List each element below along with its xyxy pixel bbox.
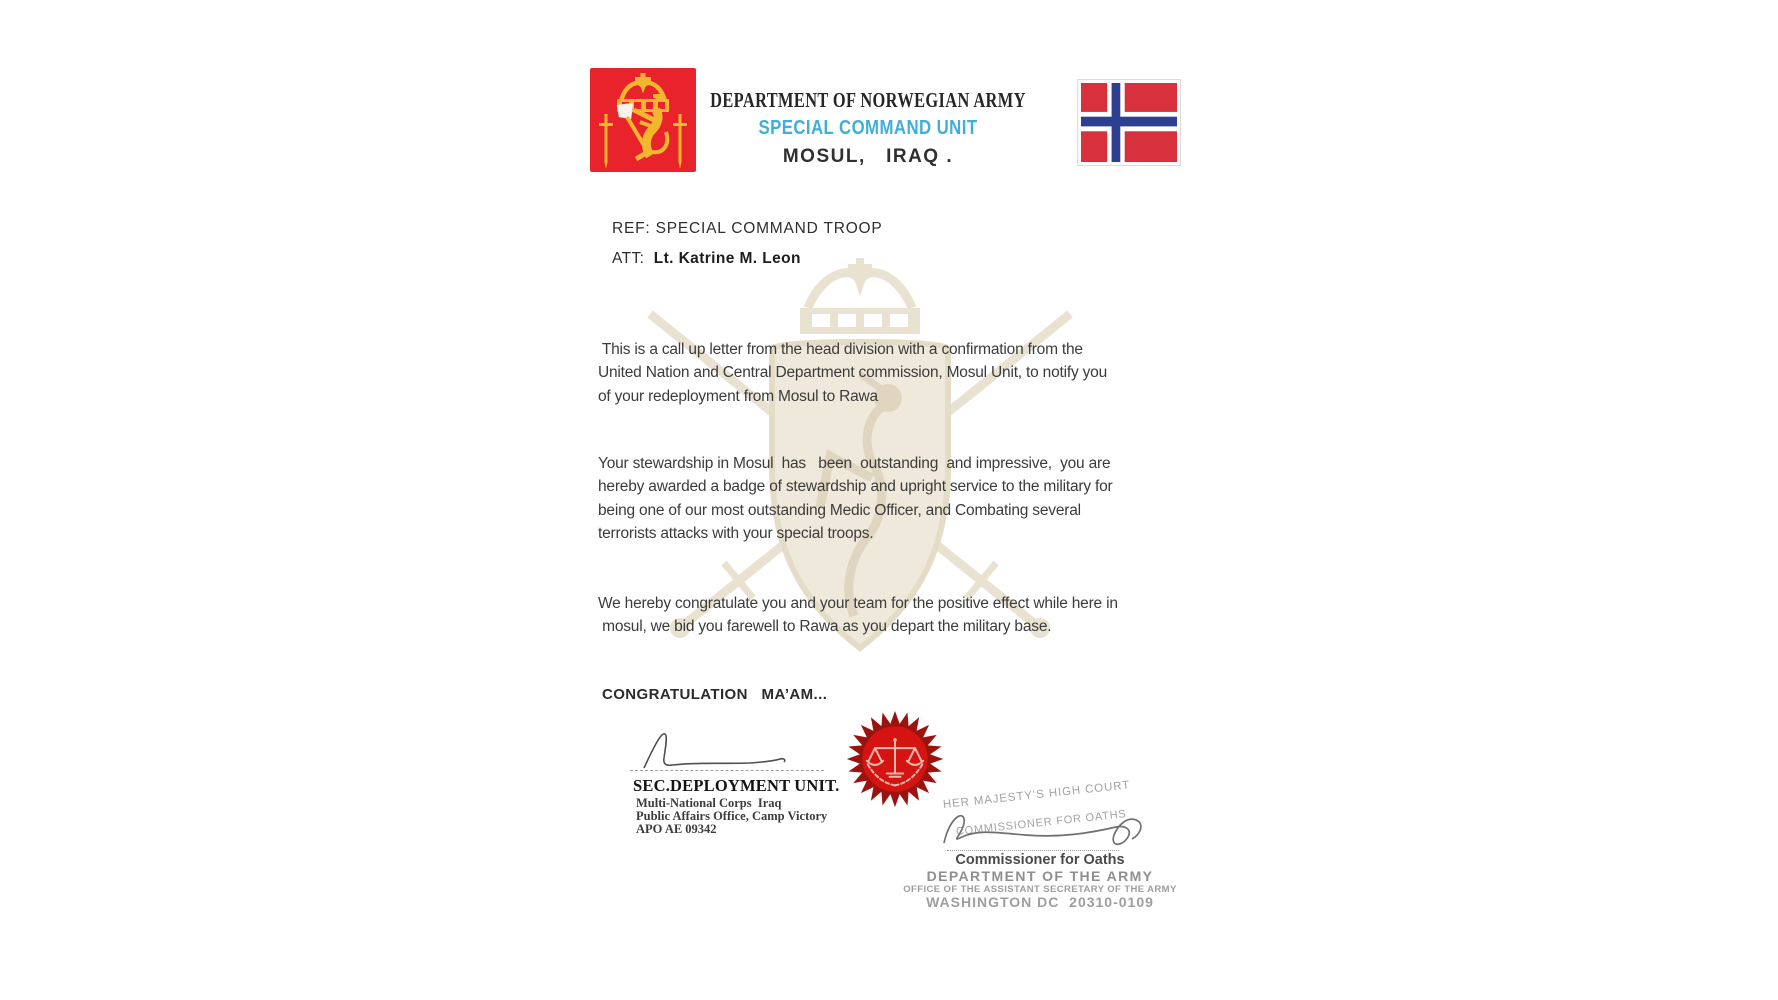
body-line: of your redeployment from Mosul to Rawa	[598, 387, 878, 405]
microprint-line	[947, 850, 1119, 851]
body-line: We hereby congratulate you and your team for the positive effect while here in	[598, 595, 1118, 612]
att-line	[612, 250, 801, 268]
body-line: terrorists attacks with your special troops.	[598, 525, 874, 543]
stamp-oaths-line: COMMISSIONER FOR OATHS	[955, 808, 1128, 838]
signature-corps-line: Multi-National Corps Iraq	[636, 796, 782, 810]
stamp-office: OFFICE OF THE ASSISTANT SECRETARY OF THE ARMY	[903, 884, 1177, 895]
signature-icon	[638, 726, 798, 774]
body-line: hereby awarded a badge of stewardship and upright service to the military for	[598, 478, 1113, 496]
signature-unit-title: SEC.DEPLOYMENT UNIT.	[633, 776, 840, 795]
body-line: being one of our most outstanding Medic Officer, and Combating several	[598, 501, 1081, 519]
microprint-line	[630, 770, 824, 771]
body-line: mosul, we bid you farewell to Rawa as you depart the military base.	[598, 618, 1052, 636]
stamp-city-zip: WASHINGTON DC 20310-0109	[926, 894, 1154, 910]
norwegian-flag-icon	[1077, 79, 1181, 166]
att-name: Lt. Katrine M. Leon	[653, 250, 801, 267]
stamp-department: DEPARTMENT OF THE ARMY	[926, 868, 1154, 884]
body-line: This is a call up letter from the head division with a confirmation from the	[598, 341, 1083, 358]
body-line: Your stewardship in Mosul has been outstanding and impressive, you are	[598, 455, 1111, 472]
stamp-signature-icon	[930, 795, 1165, 857]
paragraph-stewardship	[598, 452, 1112, 546]
letter-title: DEPARTMENT OF NORWEGIAN ARMY	[710, 88, 1026, 112]
closing-line: CONGRATULATION MA’AM...	[602, 686, 828, 703]
scales-of-justice-seal-icon	[845, 709, 945, 809]
signature-office-line: Public Affairs Office, Camp Victory	[636, 809, 828, 823]
att-label: ATT:	[612, 250, 654, 267]
body-line: United Nation and Central Department commission, Mosul Unit, to notify you	[598, 364, 1107, 382]
notary-stamp	[890, 779, 1190, 910]
paragraph-farewell	[598, 592, 1118, 639]
stamp-name: Commissioner for Oaths	[955, 852, 1125, 868]
letter-subtitle: SPECIAL COMMAND UNIT	[758, 117, 978, 139]
letter-location: MOSUL, IRAQ .	[782, 146, 954, 167]
stamp-court-line: HER MAJESTY’S HIGH COURT	[942, 779, 1131, 811]
paragraph-redeployment	[598, 338, 1107, 408]
ref-line: REF: SPECIAL COMMAND TROOP	[612, 220, 883, 237]
signature-apo-line: APO AE 09342	[636, 822, 717, 836]
